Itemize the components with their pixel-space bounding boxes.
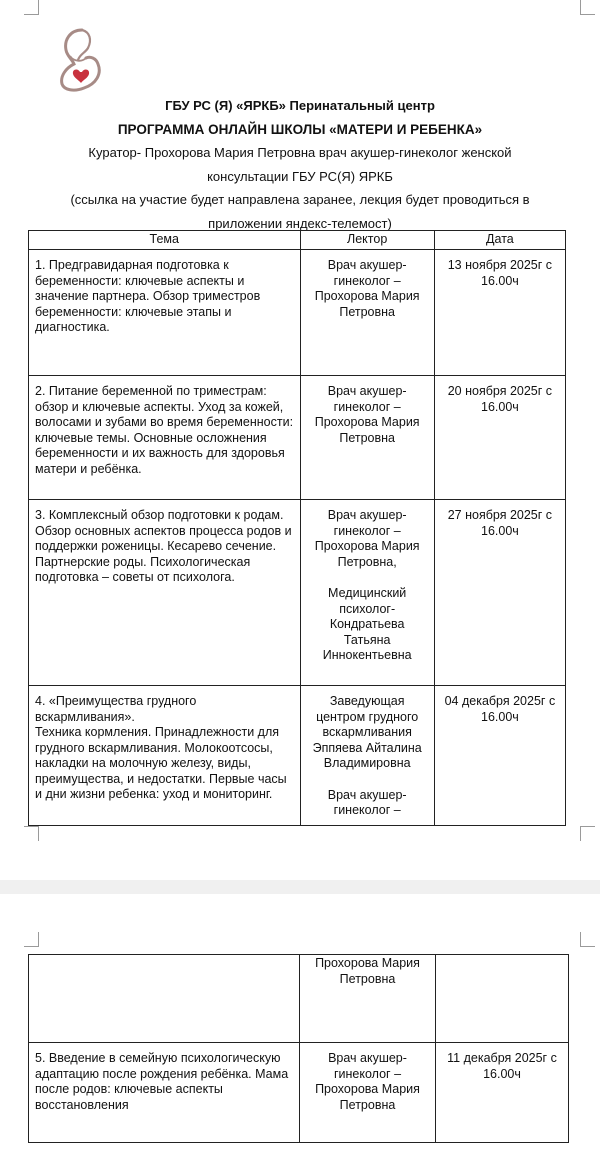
table-row <box>29 250 566 376</box>
page-break <box>0 880 600 894</box>
column-header-lecturer: Лектор <box>300 231 434 250</box>
curator-line: консультации ГБУ РС(Я) ЯРКБ <box>207 168 393 184</box>
table-row <box>29 686 566 826</box>
topic-title: 4. «Преимущества грудного вскармливания». <box>35 694 197 724</box>
crop-mark <box>24 0 39 15</box>
schedule-table <box>28 230 566 826</box>
participation-note: (ссылка на участие будет направлена заранее, лекция будет проводиться в <box>70 192 530 207</box>
topic-cell: 5. Введение в семейную психологическую адаптацию после рождения ребёнка. Мама после родов: ключевые аспекты восстановления <box>29 1043 300 1143</box>
crop-mark <box>24 932 39 947</box>
date-cell: 11 декабря 2025г с 16.00ч <box>436 1043 569 1143</box>
topic-cell: 3. Комплексный обзор подготовки к родам. Обзор основных аспектов процесса родов и поддержки роженицы. Кесарево сечение. Партнерские роды. Психологическая подготовка – советы от психолога. <box>29 500 301 686</box>
topic-details: Техника кормления. Принадлежности для грудного вскармливания. Молокоотсосы, накладки на молочную железу, виды, преимущества, и недостатки. Первые часы и дни жизни ребенка: уход и мониторинг. <box>35 725 287 801</box>
crop-mark <box>24 826 39 841</box>
table-row <box>29 1043 569 1143</box>
document-page-2 <box>0 894 600 1173</box>
table-row <box>29 376 566 500</box>
lecturer-name: Медицинский психолог-Кондратьева Татьяна Иннокентьевна <box>322 586 412 662</box>
program-title: ПРОГРАММА ОНЛАЙН ШКОЛЫ «МАТЕРИ И РЕБЕНКА» <box>117 121 483 137</box>
topic-cell <box>29 955 300 1043</box>
topic-cell: 2. Питание беременной по триместрам: обзор и ключевые аспекты. Уход за кожей, волосами и зубами во время беременности: ключевые темы. Основные осложнения беременности и их важность для здоровья матери и ребёнка. <box>29 376 301 500</box>
lecturer-cell <box>300 686 434 826</box>
lecturer-cell: Врач акушер-гинеколог – Прохорова Мария Петровна <box>300 250 434 376</box>
column-header-date: Дата <box>434 231 565 250</box>
curator-line: Куратор- Прохорова Мария Петровна врач акушер-гинеколог женской <box>88 145 512 160</box>
date-cell: 13 ноября 2025г с 16.00ч <box>434 250 565 376</box>
date-cell: 20 ноября 2025г с 16.00ч <box>434 376 565 500</box>
column-header-topic: Тема <box>29 231 301 250</box>
date-cell <box>436 955 569 1043</box>
lecturer-cell: Врач акушер-гинеколог – Прохорова Мария Петровна <box>300 376 434 500</box>
table-row-continued <box>29 955 569 1043</box>
crop-mark <box>580 0 595 15</box>
table-row <box>29 500 566 686</box>
lecturer-name: Врач акушер-гинеколог – Прохорова Мария Петровна, <box>314 508 420 569</box>
topic-cell <box>29 686 301 826</box>
lecturer-cell <box>300 500 434 686</box>
document-header <box>40 94 560 235</box>
topic-cell: 1. Предгравидарная подготовка к беременности: ключевые аспекты и значение партнера. Обзор триместров беременности: ключевые этапы и диагностика. <box>29 250 301 376</box>
lecturer-name: Врач акушер-гинеколог – <box>327 787 407 817</box>
crop-mark <box>580 932 595 947</box>
schedule-table-continued <box>28 954 569 1143</box>
organization-name: ГБУ РС (Я) «ЯРКБ» Перинатальный центр <box>165 98 435 113</box>
date-cell: 04 декабря 2025г с 16.00ч <box>434 686 565 826</box>
lecturer-cell: Врач акушер-гинеколог – Прохорова Мария Петровна <box>300 1043 436 1143</box>
date-cell: 27 ноября 2025г с 16.00ч <box>434 500 565 686</box>
perinatal-center-logo <box>52 26 108 92</box>
table-header-row <box>29 231 566 250</box>
lecturer-cell: Прохорова Мария Петровна <box>300 955 436 1043</box>
crop-mark <box>580 826 595 841</box>
lecturer-name: Заведующая центром грудного вскармливания Эппяева Айталина Владимировна <box>312 694 422 770</box>
participation-note: приложении яндекс-телемост) <box>208 215 392 231</box>
